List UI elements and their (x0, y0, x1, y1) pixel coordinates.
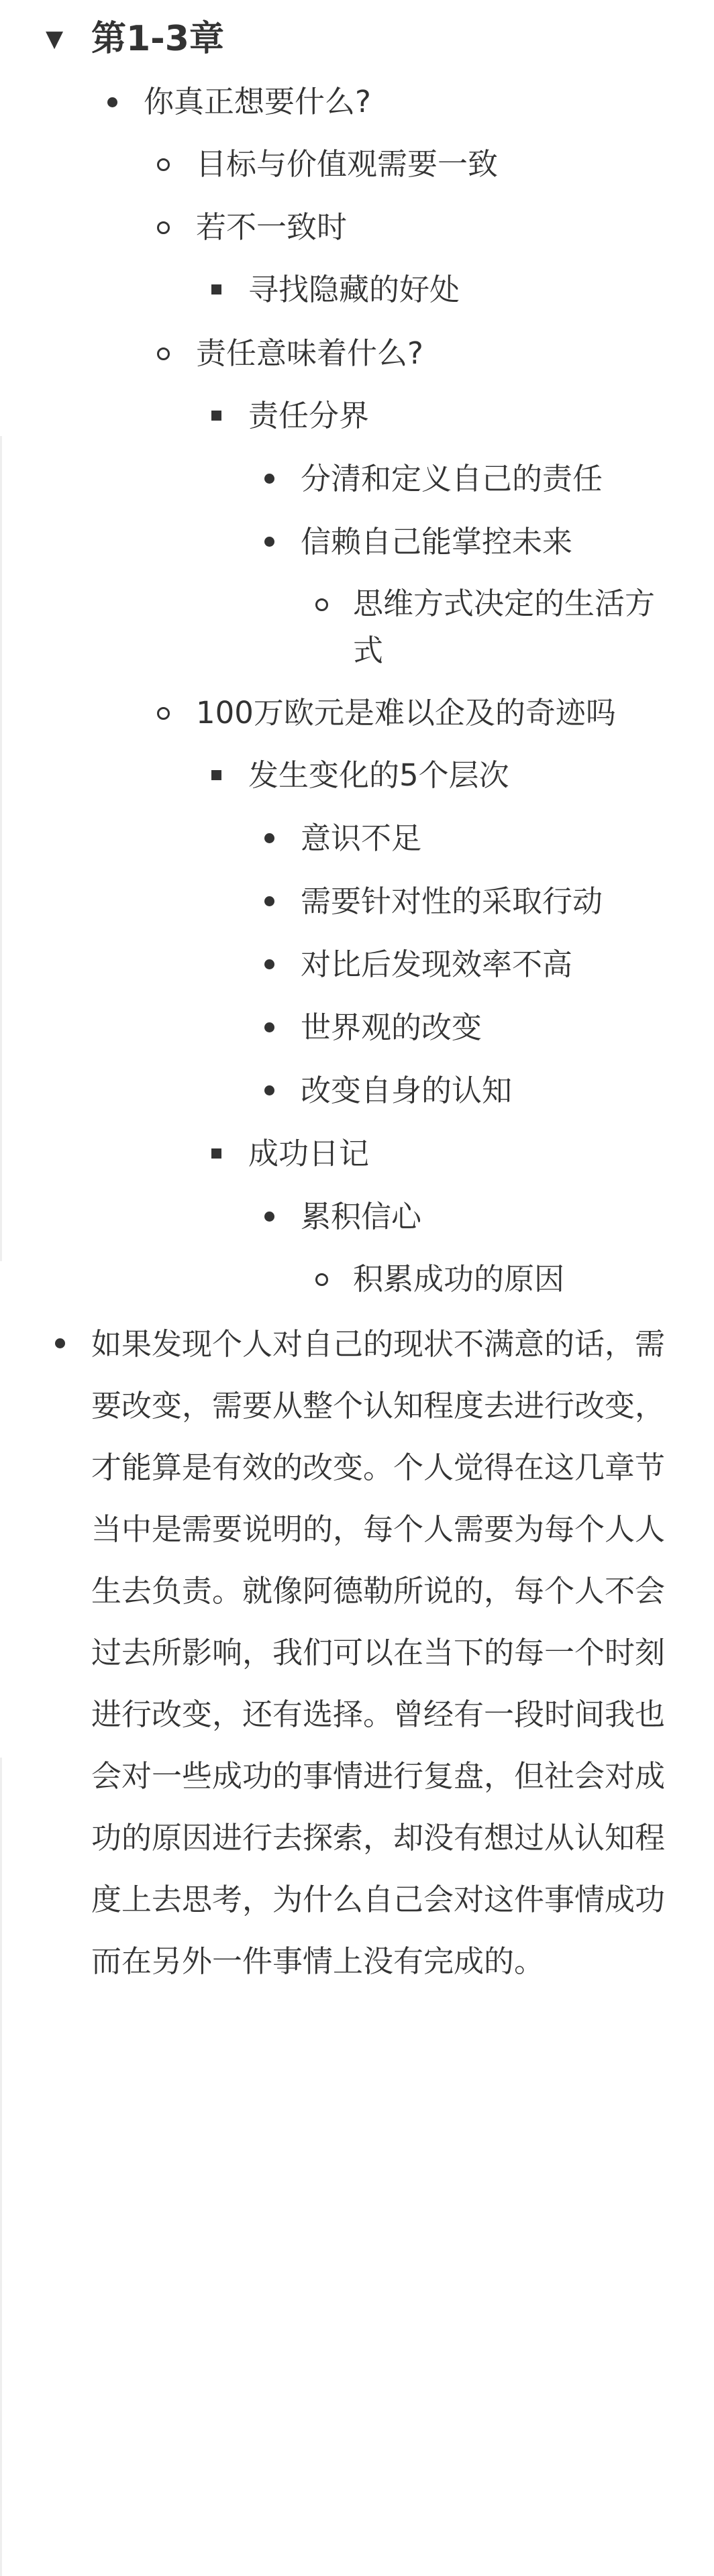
bullet-circle-icon (315, 1273, 328, 1286)
bullet-circle-icon (315, 598, 328, 611)
bullet-disc-icon (264, 474, 274, 484)
bullet-disc-icon (264, 833, 274, 843)
bullet-square-icon (211, 1148, 221, 1159)
outline-item: 若不一致时 (196, 209, 348, 245)
bullet-disc-icon (264, 896, 274, 906)
bullet-circle-icon (157, 221, 170, 234)
outline-item: 100万欧元是难以企及的奇迹吗 (196, 695, 616, 731)
outline-item: 分清和定义自己的责任 (301, 461, 603, 496)
reflection-paragraph: 如果发现个人对自己的现状不满意的话，需要改变，需要从整个认知程度去进行改变，才能算是有效的改变。个人觉得在这几章节当中是需要说明的，每个人需要为每个人人生去负责。就像阿德勒所说的，每个人不会过去所影响，我们可以在当下的每一个时刻进行改变，还有选择。曾经有一段时间我也会对一些成功的事情进行复盘，但社会对成功的原因进行去探索，却没有想过从认知程度上去思考，为什么自己会对这件事情成功而在另外一件事情上没有完成的。 (91, 1326, 666, 1979)
outline-item: 累积信心 (301, 1199, 422, 1234)
outline-item: 责任分界 (248, 398, 370, 433)
outline-item: 成功日记 (248, 1136, 370, 1171)
section-heading: 第1-3章 (91, 19, 224, 59)
bullet-circle-icon (157, 707, 170, 720)
outline-item: 改变自身的认知 (301, 1073, 513, 1108)
outline-item: 寻找隐藏的好处 (248, 272, 460, 307)
outline-item: 需要针对性的采取行动 (301, 883, 603, 919)
bullet-square-icon (211, 770, 221, 780)
bullet-disc-icon (264, 959, 274, 969)
outline-item: 目标与价值观需要一致 (196, 146, 499, 182)
outline-item: 世界观的改变 (301, 1010, 482, 1045)
outline-item: 发生变化的5个层次 (248, 757, 509, 793)
outline-item: 积累成功的原因 (353, 1261, 565, 1297)
bullet-disc-icon (107, 97, 117, 107)
bullet-square-icon (211, 284, 221, 294)
collapse-toggle-icon[interactable]: ▼ (46, 25, 64, 52)
outline-item: 意识不足 (301, 820, 422, 856)
bullet-disc-icon (264, 1022, 274, 1032)
outline-item: 责任意味着什么? (196, 335, 423, 371)
left-edge-guide (0, 436, 2, 1261)
outline-item: 信赖自己能掌控未来 (301, 524, 573, 559)
outline-item: 思维方式决定的生活方 (353, 586, 656, 621)
bullet-disc-icon (264, 1085, 274, 1095)
bullet-circle-icon (157, 347, 170, 360)
outline-item-continuation: 式 (353, 633, 384, 668)
bullet-circle-icon (157, 158, 170, 171)
bullet-square-icon (211, 411, 221, 421)
outline-item: 你真正想要什么? (144, 84, 371, 119)
outline-item: 对比后发现效率不高 (301, 947, 573, 982)
bullet-disc-icon (55, 1338, 65, 1348)
left-edge-guide (0, 1758, 2, 2576)
bullet-disc-icon (264, 1212, 274, 1222)
bullet-disc-icon (264, 537, 274, 547)
